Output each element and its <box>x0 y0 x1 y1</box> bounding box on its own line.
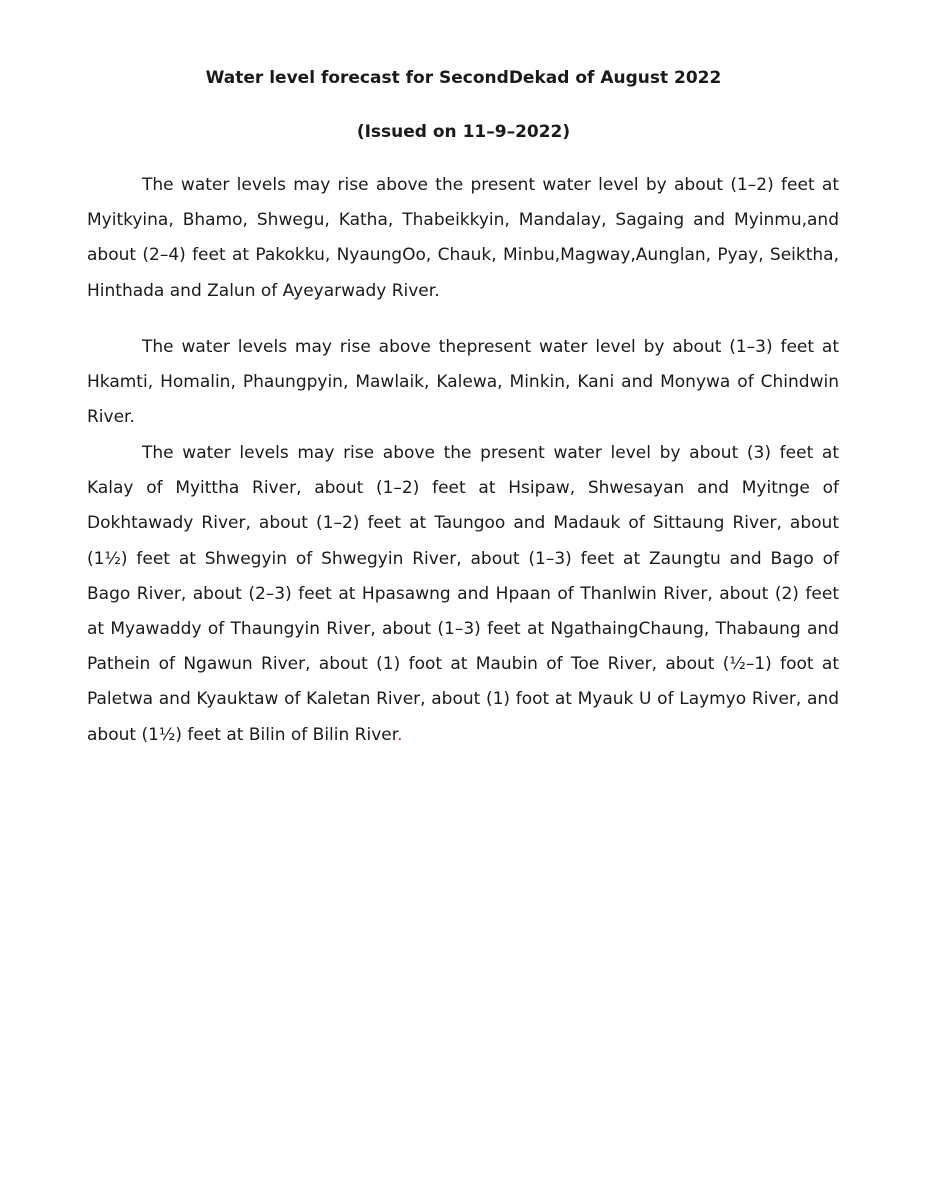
paragraph-chindwin <box>87 330 839 436</box>
paragraph-ayeyarwady <box>87 168 839 309</box>
paragraph-other-rivers <box>87 436 839 753</box>
issued-date: (Issued on 11–9–2022) <box>356 122 571 142</box>
final-period: . <box>397 724 403 745</box>
paragraph-text: The water levels may rise above the present water level by about (3) feet at Kalay of Myittha River, about (1–2) feet at Hsipaw, Shwesayan and Myitnge of Dokhtawady River, about (1–2) feet at Taungoo and Madauk of Sittaung River, about (1½) feet at Shwegyin of Shwegyin River, about (1–3) feet at Zaungtu and Bago of Bago River, about (2–3) feet at Hpasawng and Hpaan of Thanlwin River, about (2) feet at Myawaddy of Thaungyin River, about (1–3) feet at NgathaingChaung, Thabaung and Pathein of Ngawun River, about (1) foot at Maubin of Toe River, about (½–1) foot at Paletwa and Kyauktaw of Kaletan River, about (1) foot at Myauk U of Laymyo River, and about (1½) feet at Bilin of Bilin River <box>87 443 839 745</box>
paragraph-text: The water levels may rise above the present water level by about (1–2) feet at Myitkyina, Bhamo, Shwegu, Katha, Thabeikkyin, Mandalay, Sagaing and Myinmu,and about (2–4) feet at Pakokku, NyaungOo, Chauk, Minbu,Magway,Aunglan, Pyay, Seiktha, Hinthada and Zalun of Ayeyarwady River. <box>87 175 839 301</box>
document-title: Water level forecast for SecondDekad of August 2022 <box>205 68 722 88</box>
paragraph-text: The water levels may rise above thepresent water level by about (1–3) feet at Hkamti, Homalin, Phaungpyin, Mawlaik, Kalewa, Minkin, Kani and Monywa of Chindwin River. <box>87 337 839 428</box>
